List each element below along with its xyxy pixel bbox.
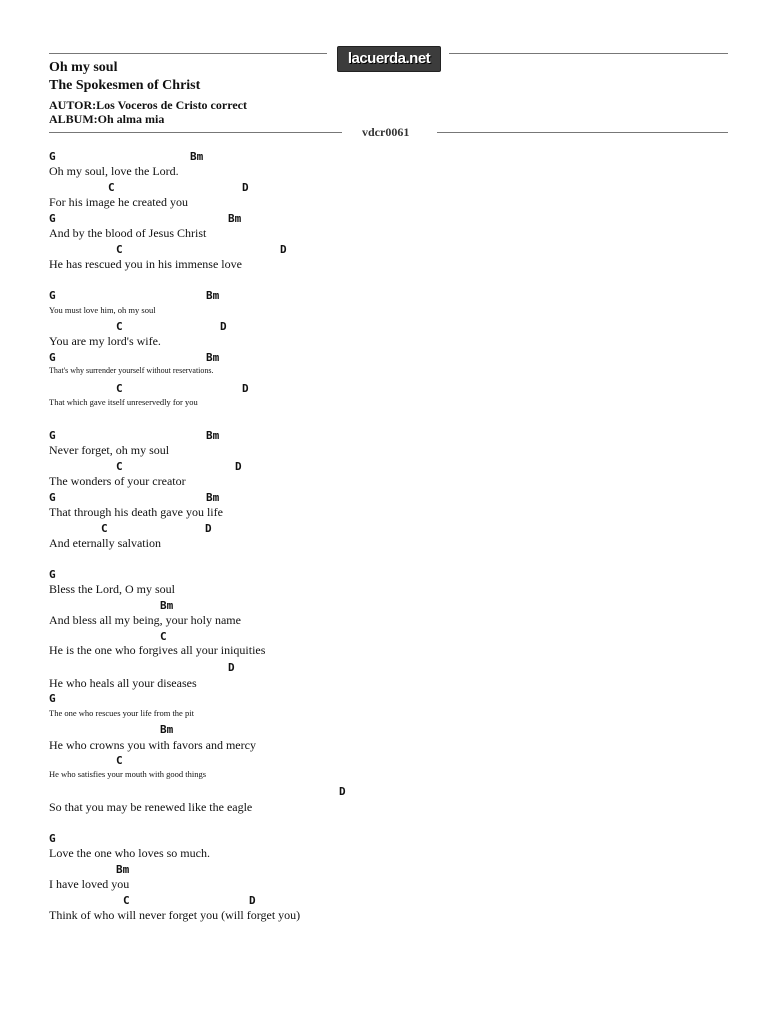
lyric-line: He who crowns you with favors and mercy [49,738,256,752]
song-album: ALBUM:Oh alma mia [49,112,165,126]
chord: Bm [160,723,174,736]
chord: C [101,522,108,535]
song-code: vdcr0061 [362,125,410,139]
lyric-line: Oh my soul, love the Lord. [49,164,179,178]
chord: D [228,661,235,674]
header-rule-right [449,53,728,54]
lyric-line: The wonders of your creator [49,474,186,488]
chord: Bm [228,212,242,225]
lyric-line: I have loved you [49,877,130,891]
chord: G [49,491,56,504]
lyric-line: He has rescued you in his immense love [49,257,242,271]
chord: Bm [116,863,130,876]
lyric-line: That which gave itself unreservedly for you [49,397,198,407]
code-rule-left [49,132,342,133]
code-rule-right [437,132,728,133]
chord: C [116,243,123,256]
chord: Bm [206,351,220,364]
chord: D [220,320,227,333]
lyric-line: And eternally salvation [49,536,161,550]
chord: G [49,832,56,845]
chord: C [116,320,123,333]
song-title: Oh my soul [49,60,118,75]
lyric-line: Love the one who loves so much. [49,846,210,860]
chord: G [49,212,56,225]
lyric-line: You are my lord's wife. [49,334,161,348]
chord: C [108,181,115,194]
chord: G [49,351,56,364]
song-artist: The Spokesmen of Christ [49,78,201,93]
chord: Bm [206,491,220,504]
chord: D [280,243,287,256]
lyric-line: Bless the Lord, O my soul [49,582,175,596]
song-author: AUTOR:Los Voceros de Cristo correct [49,98,247,112]
header-rule-left [49,53,327,54]
chord: D [242,382,249,395]
lyric-line: That through his death gave you life [49,505,223,519]
chord: D [249,894,256,907]
chord: G [49,150,56,163]
chord: C [123,894,130,907]
lyric-line: Never forget, oh my soul [49,443,170,457]
lyric-line: He is the one who forgives all your iniquities [49,643,266,657]
chord: Bm [206,429,220,442]
lyric-line: So that you may be renewed like the eagle [49,800,253,814]
chord: Bm [206,289,220,302]
lyric-line: He who heals all your diseases [49,676,197,690]
lyric-line: The one who rescues your life from the pit [49,708,194,718]
chord: C [116,754,123,767]
lyric-line: And bless all my being, your holy name [49,613,241,627]
chord: G [49,568,56,581]
lyric-line: You must love him, oh my soul [49,305,156,315]
chord: C [160,630,167,643]
chord: Bm [190,150,204,163]
lyric-line: Think of who will never forget you (will forget you) [49,908,301,922]
lyric-line: He who satisfies your mouth with good things [49,769,207,779]
chord: Bm [160,599,174,612]
chord: C [116,382,123,395]
chord: D [242,181,249,194]
chord: G [49,429,56,442]
chord: C [116,460,123,473]
chord: D [205,522,212,535]
chord: G [49,692,56,705]
chord: D [235,460,242,473]
chord: G [49,289,56,302]
lyric-line: And by the blood of Jesus Christ [49,226,207,240]
chord: D [339,785,346,798]
lyric-line: For his image he created you [49,195,188,209]
lyric-line: That's why surrender yourself without reservations. [49,366,214,375]
site-logo[interactable]: lacuerda.net [337,46,441,72]
